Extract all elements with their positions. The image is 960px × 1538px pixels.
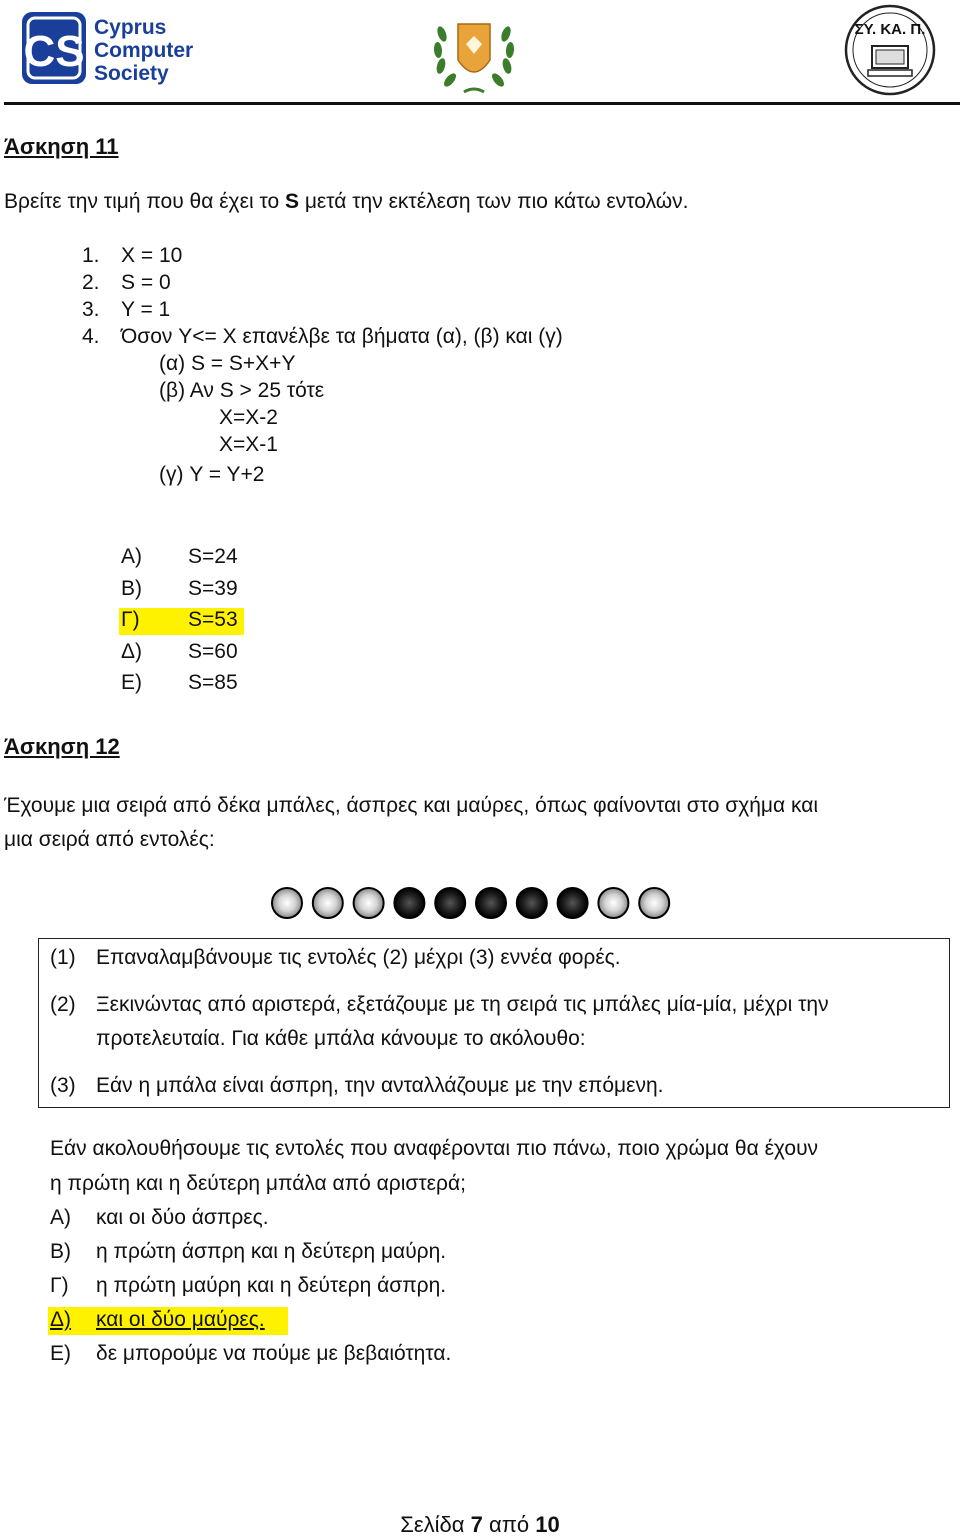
- substep-b-line1: X=X-2: [219, 406, 278, 429]
- command-1-num: (1): [50, 946, 76, 969]
- sykap-text: ΣΥ. ΚΑ. Π.: [854, 21, 926, 38]
- ex11-option-a-value: S=24: [188, 545, 238, 568]
- black-ball: [476, 888, 506, 918]
- exercise-12-title: Άσκηση 12: [4, 734, 120, 759]
- ex12-option-e-label: Ε): [50, 1342, 71, 1365]
- command-1-text: Επαναλαμβάνουμε τις εντολές (2) μέχρι (3) εννέα φορές.: [96, 946, 621, 969]
- ex11-option-e-label: Ε): [121, 671, 142, 694]
- black-ball: [558, 888, 588, 918]
- step-2: 2.: [82, 271, 100, 294]
- white-ball: [272, 888, 302, 918]
- command-2-text-line2: προτελευταία. Για κάθε μπάλα κάνουμε το ακόλουθο:: [96, 1027, 586, 1050]
- sykap-logo: [842, 4, 938, 96]
- ex12-option-e-text: δε μπορούμε να πούμε με βεβαιότητα.: [96, 1342, 452, 1365]
- question-line1: Εάν ακολουθήσουμε τις εντολές που αναφέρονται πιο πάνω, ποιο χρώμα θα έχουν: [50, 1137, 819, 1160]
- cyprus-emblem-icon: [428, 14, 520, 100]
- command-3-text: Εάν η μπάλα είναι άσπρη, την ανταλλάζουμε με την επόμενη.: [96, 1074, 664, 1097]
- exercise-11-intro: Βρείτε την τιμή που θα έχει το S μετά την εκτέλεση των πιο κάτω εντολών.: [4, 190, 689, 213]
- ex12-option-d-text: και οι δύο μαύρες.: [96, 1308, 265, 1331]
- substep-a: (α) S = S+X+Y: [159, 352, 296, 375]
- exercise-12-intro-line2: μια σειρά από εντολές:: [4, 828, 215, 851]
- ex12-option-a-text: και οι δύο άσπρες.: [96, 1206, 269, 1229]
- white-ball: [598, 888, 628, 918]
- ex12-option-b-label: Β): [50, 1240, 71, 1263]
- ex12-option-b-text: η πρώτη άσπρη και η δεύτερη μαύρη.: [96, 1240, 447, 1263]
- step-4-text: Όσον Y<= X επανέλβε τα βήματα (α), (β) και (γ): [121, 325, 563, 348]
- ex12-option-c-label: Γ): [50, 1274, 69, 1297]
- step-3: 3.: [82, 298, 100, 321]
- command-2-num: (2): [50, 993, 76, 1016]
- ex11-option-e-value: S=85: [188, 671, 238, 694]
- white-ball: [354, 888, 384, 918]
- header-rule: [4, 102, 960, 105]
- step-1: 1.: [82, 244, 100, 267]
- logo-line-1: Cyprus: [94, 16, 167, 39]
- exercise-12-intro-line1: Έχουμε μια σειρά από δέκα μπάλες, άσπρες και μαύρες, όπως φαίνονται στο σχήμα και: [4, 794, 819, 817]
- black-ball: [394, 888, 424, 918]
- logo-mark: CS: [23, 27, 85, 76]
- substep-b-line2: X=X-1: [219, 433, 278, 456]
- step-4: 4.: [82, 325, 100, 348]
- ex11-option-a-label: Α): [121, 545, 142, 568]
- ex11-option-d-label: Δ): [121, 640, 143, 663]
- ex12-option-a-label: Α): [50, 1206, 71, 1229]
- ex11-option-c-value: S=53: [188, 608, 238, 631]
- black-ball: [517, 888, 547, 918]
- black-ball: [435, 888, 465, 918]
- question-line2: η πρώτη και η δεύτερη μπάλα από αριστερά;: [50, 1172, 466, 1195]
- ex11-option-b-label: Β): [121, 577, 142, 600]
- substep-b: (β) Αν S > 25 τότε: [159, 379, 325, 402]
- ex12-option-c-text: η πρώτη μαύρη και η δεύτερη άσπρη.: [96, 1274, 447, 1297]
- ex11-option-d-value: S=60: [188, 640, 238, 663]
- step-2-text: S = 0: [121, 271, 171, 294]
- page-footer: Σελίδα 7 από 10: [400, 1512, 560, 1537]
- balls-row: [268, 884, 678, 922]
- step-3-text: Y = 1: [121, 298, 171, 321]
- exercise-11-title: Άσκηση 11: [4, 134, 119, 159]
- command-2-text-line1: Ξεκινώντας από αριστερά, εξετάζουμε με τη σειρά τις μπάλες μία-μία, μέχρι την: [96, 993, 829, 1016]
- cyprus-computer-society-logo: [20, 10, 200, 90]
- substep-c: (γ) Y = Y+2: [159, 463, 265, 486]
- ex11-option-c-label: Γ): [121, 608, 140, 631]
- white-ball: [639, 888, 669, 918]
- ex12-option-d-label: Δ): [50, 1308, 72, 1331]
- logo-line-3: Society: [94, 62, 169, 85]
- step-1-text: X = 10: [121, 244, 183, 267]
- logo-line-2: Computer: [94, 39, 194, 62]
- command-3-num: (3): [50, 1074, 76, 1097]
- white-ball: [313, 888, 343, 918]
- ex11-option-b-value: S=39: [188, 577, 238, 600]
